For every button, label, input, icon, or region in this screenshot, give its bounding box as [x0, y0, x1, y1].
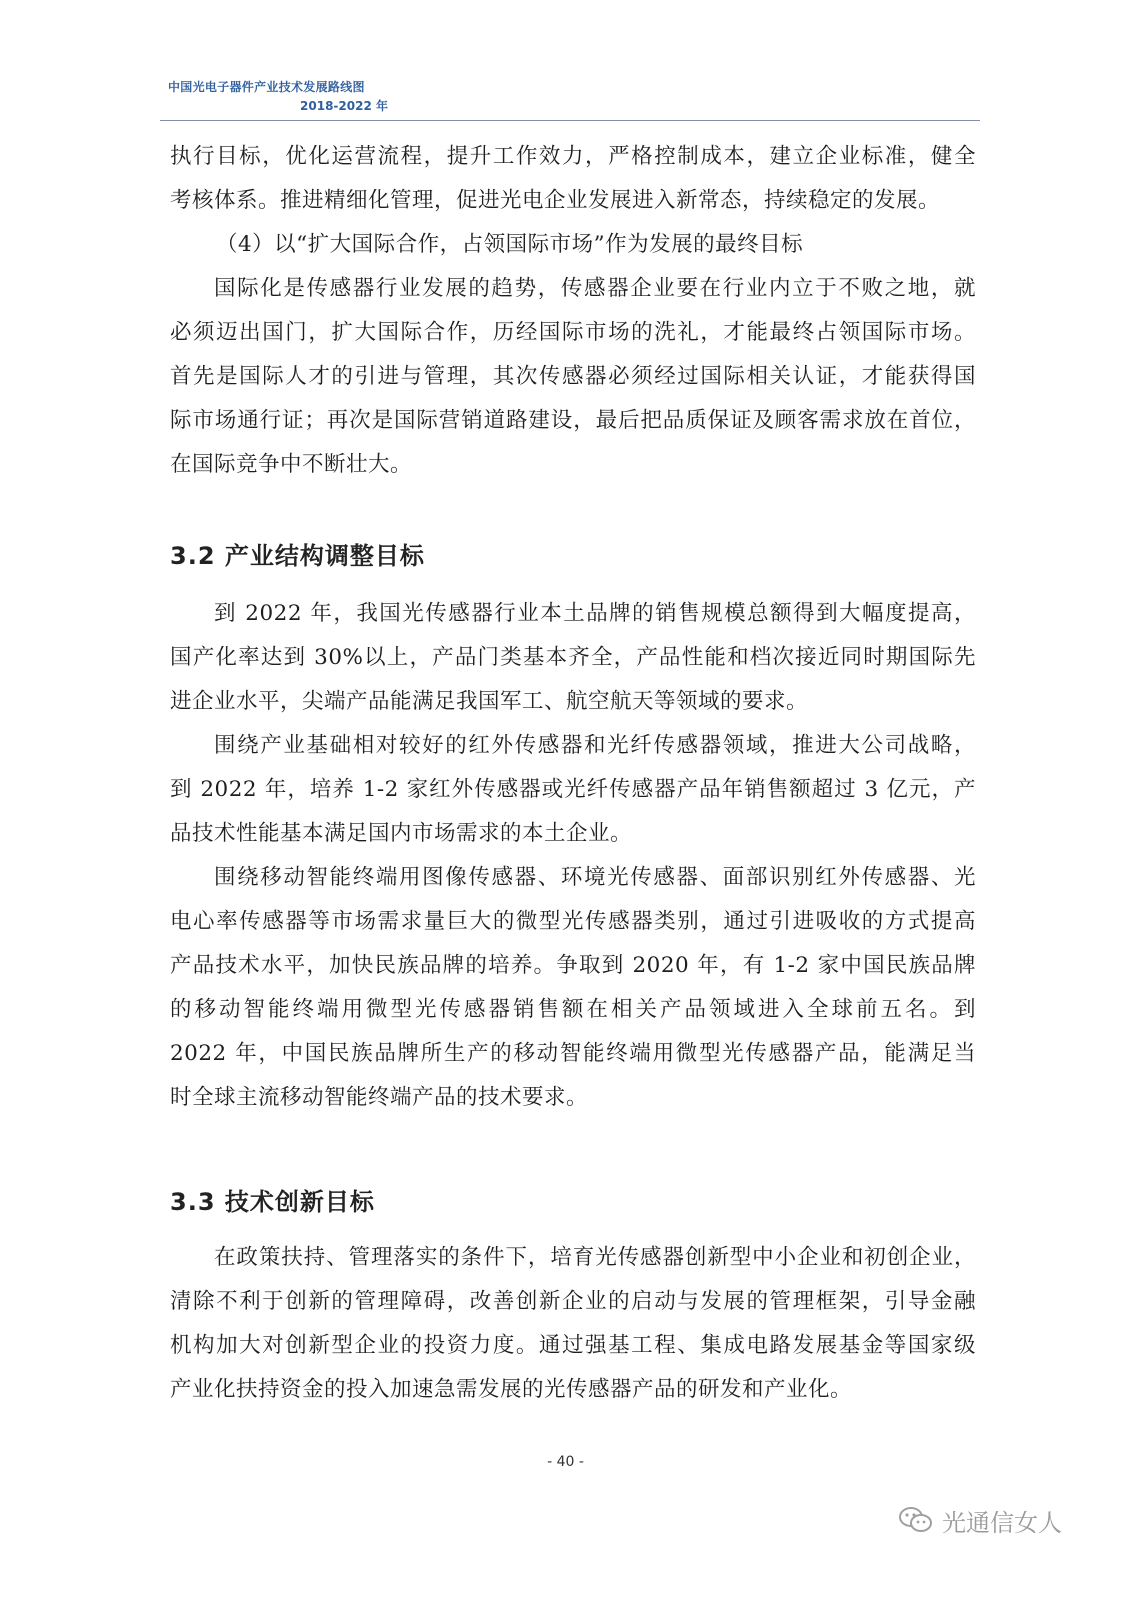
- text-line: 电心率传感器等市场需求量巨大的微型光传感器类别，通过引进吸收的方式提高: [170, 909, 976, 934]
- text-line: 到 2022 年，培养 1-2 家红外传感器或光纤传感器产品年销售额超过 3 亿元，产: [170, 777, 976, 802]
- header-years: 2018-2022 年: [300, 99, 388, 113]
- text-line: 在国际竞争中不断壮大。: [170, 452, 413, 477]
- text-line: 考核体系。推进精细化管理，促进光电企业发展进入新常态，持续稳定的发展。: [170, 188, 941, 213]
- text-line: 机构加大对创新型企业的投资力度。通过强基工程、集成电路发展基金等国家级: [170, 1333, 976, 1358]
- text-line: 2022 年，中国民族品牌所生产的移动智能终端用微型光传感器产品，能满足当: [170, 1041, 976, 1066]
- text-line: 首先是国际人才的引进与管理，其次传感器必须经过国际相关认证，才能获得国: [170, 364, 976, 389]
- running-header: [168, 78, 388, 114]
- subheading-line: （4）以“扩大国际合作，占领国际市场”作为发展的最终目标: [216, 232, 804, 257]
- text-line: 时全球主流移动智能终端产品的技术要求。: [170, 1085, 589, 1110]
- text-line: 的移动智能终端用微型光传感器销售额在相关产品领域进入全球前五名。到: [170, 997, 976, 1022]
- text-line: 在政策扶持、管理落实的条件下，培育光传感器创新型中小企业和初创企业，: [214, 1245, 976, 1270]
- section-heading-3-2: 3.2 产业结构调整目标: [170, 542, 425, 570]
- text-line: 到 2022 年，我国光传感器行业本土品牌的销售规模总额得到大幅度提高，: [214, 601, 976, 626]
- section-3-2-paragraphs: [170, 592, 976, 1120]
- section-heading-3-3: 3.3 技术创新目标: [170, 1188, 375, 1216]
- text-line: 执行目标，优化运营流程，提升工作效力，严格控制成本，建立企业标准，健全: [170, 144, 976, 169]
- page-number: - 40 -: [547, 1454, 584, 1470]
- text-line: 品技术性能基本满足国内市场需求的本土企业。: [170, 821, 633, 846]
- watermark-text: 光通信女人: [942, 1508, 1062, 1537]
- watermark: [898, 1500, 1062, 1540]
- text-line: 必须迈出国门，扩大国际合作，历经国际市场的洗礼，才能最终占领国际市场。: [170, 320, 976, 345]
- text-line: 进企业水平，尖端产品能满足我国军工、航空航天等领域的要求。: [170, 689, 809, 714]
- intro-paragraphs: [170, 135, 976, 487]
- text-line: 产品技术水平，加快民族品牌的培养。争取到 2020 年，有 1-2 家中国民族品牌: [170, 953, 976, 978]
- header-title: 中国光电子器件产业技术发展路线图: [168, 80, 365, 94]
- text-line: 际市场通行证；再次是国际营销道路建设，最后把品质保证及顾客需求放在首位，: [170, 408, 976, 433]
- text-line: 清除不利于创新的管理障碍，改善创新企业的启动与发展的管理框架，引导金融: [170, 1289, 976, 1314]
- text-line: 围绕移动智能终端用图像传感器、环境光传感器、面部识别红外传感器、光: [214, 865, 976, 890]
- wechat-icon: [898, 1505, 934, 1535]
- text-line: 产业化扶持资金的投入加速急需发展的光传感器产品的研发和产业化。: [170, 1377, 853, 1402]
- header-divider: [160, 120, 980, 121]
- text-line: 国际化是传感器行业发展的趋势，传感器企业要在行业内立于不败之地，就: [214, 276, 976, 301]
- text-line: 国产化率达到 30%以上，产品门类基本齐全，产品性能和档次接近同时期国际先: [170, 645, 976, 670]
- text-line: 围绕产业基础相对较好的红外传感器和光纤传感器领域，推进大公司战略，: [214, 733, 976, 758]
- section-3-3-paragraphs: [170, 1236, 976, 1412]
